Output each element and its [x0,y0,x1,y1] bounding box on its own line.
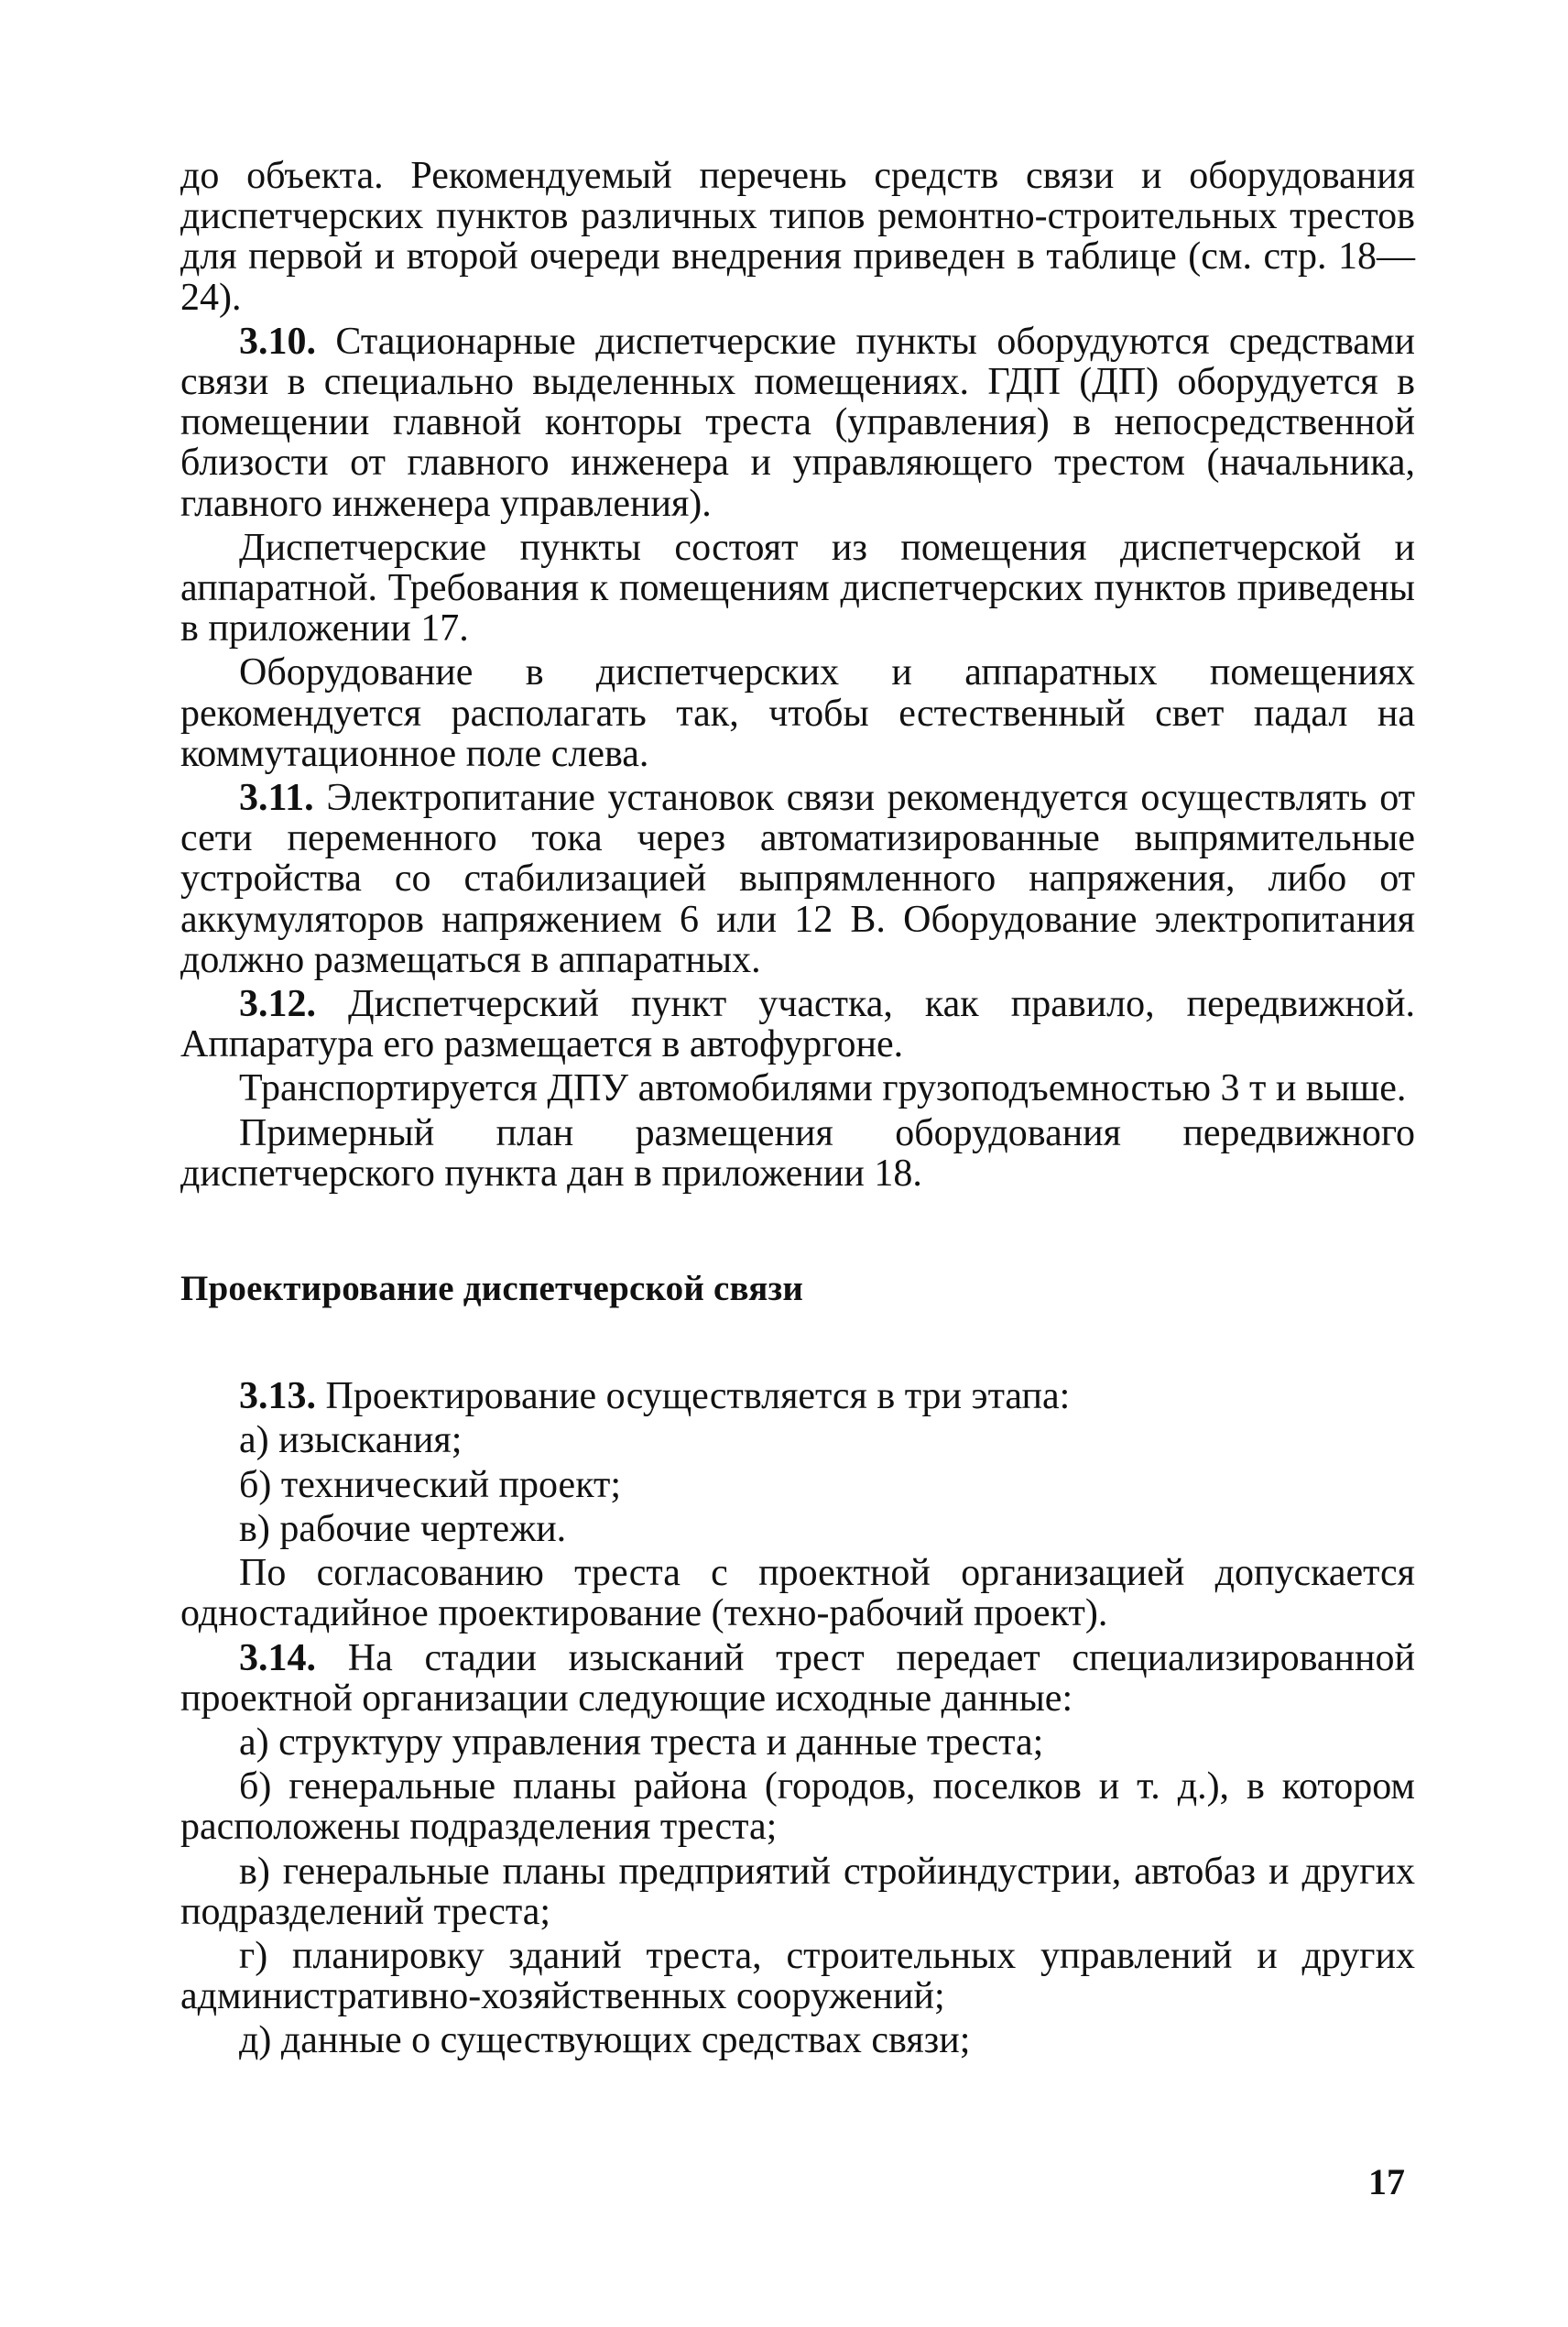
paragraph-3-12 [180,984,1415,1065]
clause-number: 3.14. [239,1636,316,1679]
page-number: 17 [1368,2161,1405,2202]
clause-number: 3.11. [239,777,314,820]
list-item-data-b: б) генеральные планы района (городов, поселков и т. д.), в котором расположены подразделения треста; [180,1765,1415,1849]
paragraph-3-11 [180,778,1415,980]
clause-number: 3.13. [239,1375,316,1418]
paragraph-single-stage: По согласованию треста с проектной организацией допускается одностадийное проектирование (техно-рабочий проект). [180,1552,1415,1635]
list-item-stage-a: а) изыскания; [239,1419,463,1462]
paragraph-3-10 [180,322,1415,524]
paragraph-text: Проектирование осуществляется в три этапа: [316,1375,1071,1418]
paragraph-text: На стадии изысканий трест передает специализированной проектной организации следующие исходные данные: [180,1636,1415,1720]
document-page [180,156,1415,2065]
clause-number: 3.10. [239,320,316,363]
section-heading: Проектирование диспетчерской связи [180,1269,804,1309]
paragraph-text: Электропитание установок связи рекомендуется осуществлять от сети переменного тока через автоматизированные выпрямительные устройства со стабилизацией выпрямленного напряжения, либо от аккумуляторов напряжением 6 или 12 В. Оборудование электропитания должно размещаться в аппаратных. [180,777,1415,981]
list-item-stage-b: б) технический проект; [239,1463,622,1506]
list-item-data-c: в) генеральные планы предприятий стройиндустрии, автобаз и других подразделений треста; [180,1850,1415,1933]
clause-number: 3.12. [239,983,316,1026]
paragraph-equipment-placement: Оборудование в диспетчерских и аппаратных помещениях рекомендуется располагать так, чтобы естественный свет падал на коммутационное поле слева. [180,651,1415,775]
paragraph-3-13 [180,1376,1415,1416]
paragraph-text: Стационарные диспетчерские пункты оборудуются средствами связи в специально выделенных помещениях. ГДП (ДП) оборудуется в помещении главной конторы треста (управления) в непосредственной близости от главного инженера и управляющего трестом (начальника, главного инженера управления). [180,320,1415,525]
paragraph-text: Диспетчерский пункт участка, как правило, передвижной. Аппаратура его размещается в автофургоне. [180,983,1415,1066]
paragraph-continuation: до объекта. Рекомендуемый перечень средств связи и оборудования диспетчерских пунктов различных типов ремонтно-строительных трестов для первой и второй очереди внедрения приведен в таблице (см. стр. 18—24). [180,155,1415,319]
paragraph-sample-plan: Примерный план размещения оборудования передвижного диспетчерского пункта дан в приложении 18. [180,1111,1415,1195]
paragraph-transport: Транспортируется ДПУ автомобилями грузоподъемностью 3 т и выше. [239,1067,1407,1110]
list-item-data-d: г) планировку зданий треста, строительных управлений и других административно-хозяйственных сооружений; [180,1934,1415,2018]
list-item-stage-c: в) рабочие чертежи. [239,1507,567,1550]
paragraph-dispatch-rooms: Диспетчерские пункты состоят из помещения диспетчерской и аппаратной. Требования к помещениям диспетчерских пунктов приведены в приложении 17. [180,526,1415,650]
list-item-data-e: д) данные о существующих средствах связи; [239,2019,971,2062]
list-item-data-a: а) структуру управления треста и данные треста; [239,1721,1044,1764]
paragraph-3-14 [180,1638,1415,1719]
